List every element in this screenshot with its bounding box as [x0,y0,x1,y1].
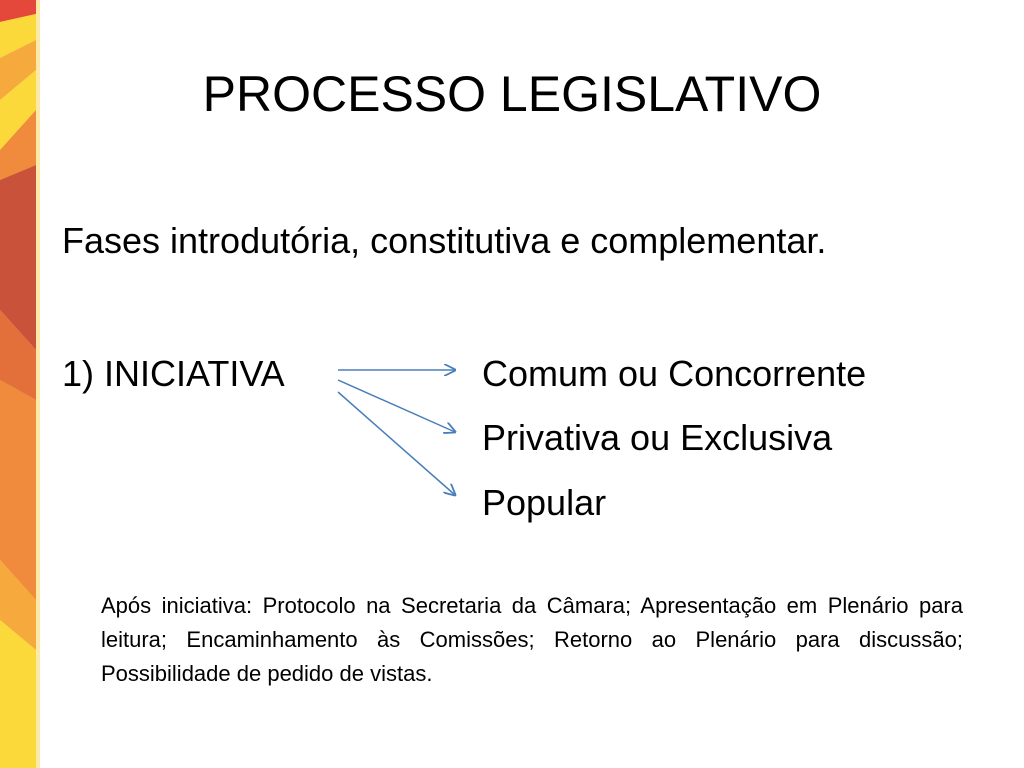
iniciativa-type-popular: Popular [482,482,607,523]
slide-title: PROCESSO LEGISLATIVO [202,66,822,122]
slide-subtitle: Fases introdutória, constitutiva e complementar. [62,220,827,261]
arrow-down-right-icon [338,392,455,495]
iniciativa-type-comum: Comum ou Concorrente [482,353,867,394]
procedure-note: Após iniciativa: Protocolo na Secretaria da Câmara; Apresentação em Plenário para leitura; Encaminhamento às Comissões; Retorno ao Plenário para discussão; Possibilidade de pedido de vistas. [101,593,963,686]
arrow-down-right-icon [338,380,455,432]
iniciativa-arrows [330,350,470,510]
iniciativa-type-privativa: Privativa ou Exclusiva [482,417,833,458]
iniciativa-label: 1) INICIATIVA [62,353,285,394]
